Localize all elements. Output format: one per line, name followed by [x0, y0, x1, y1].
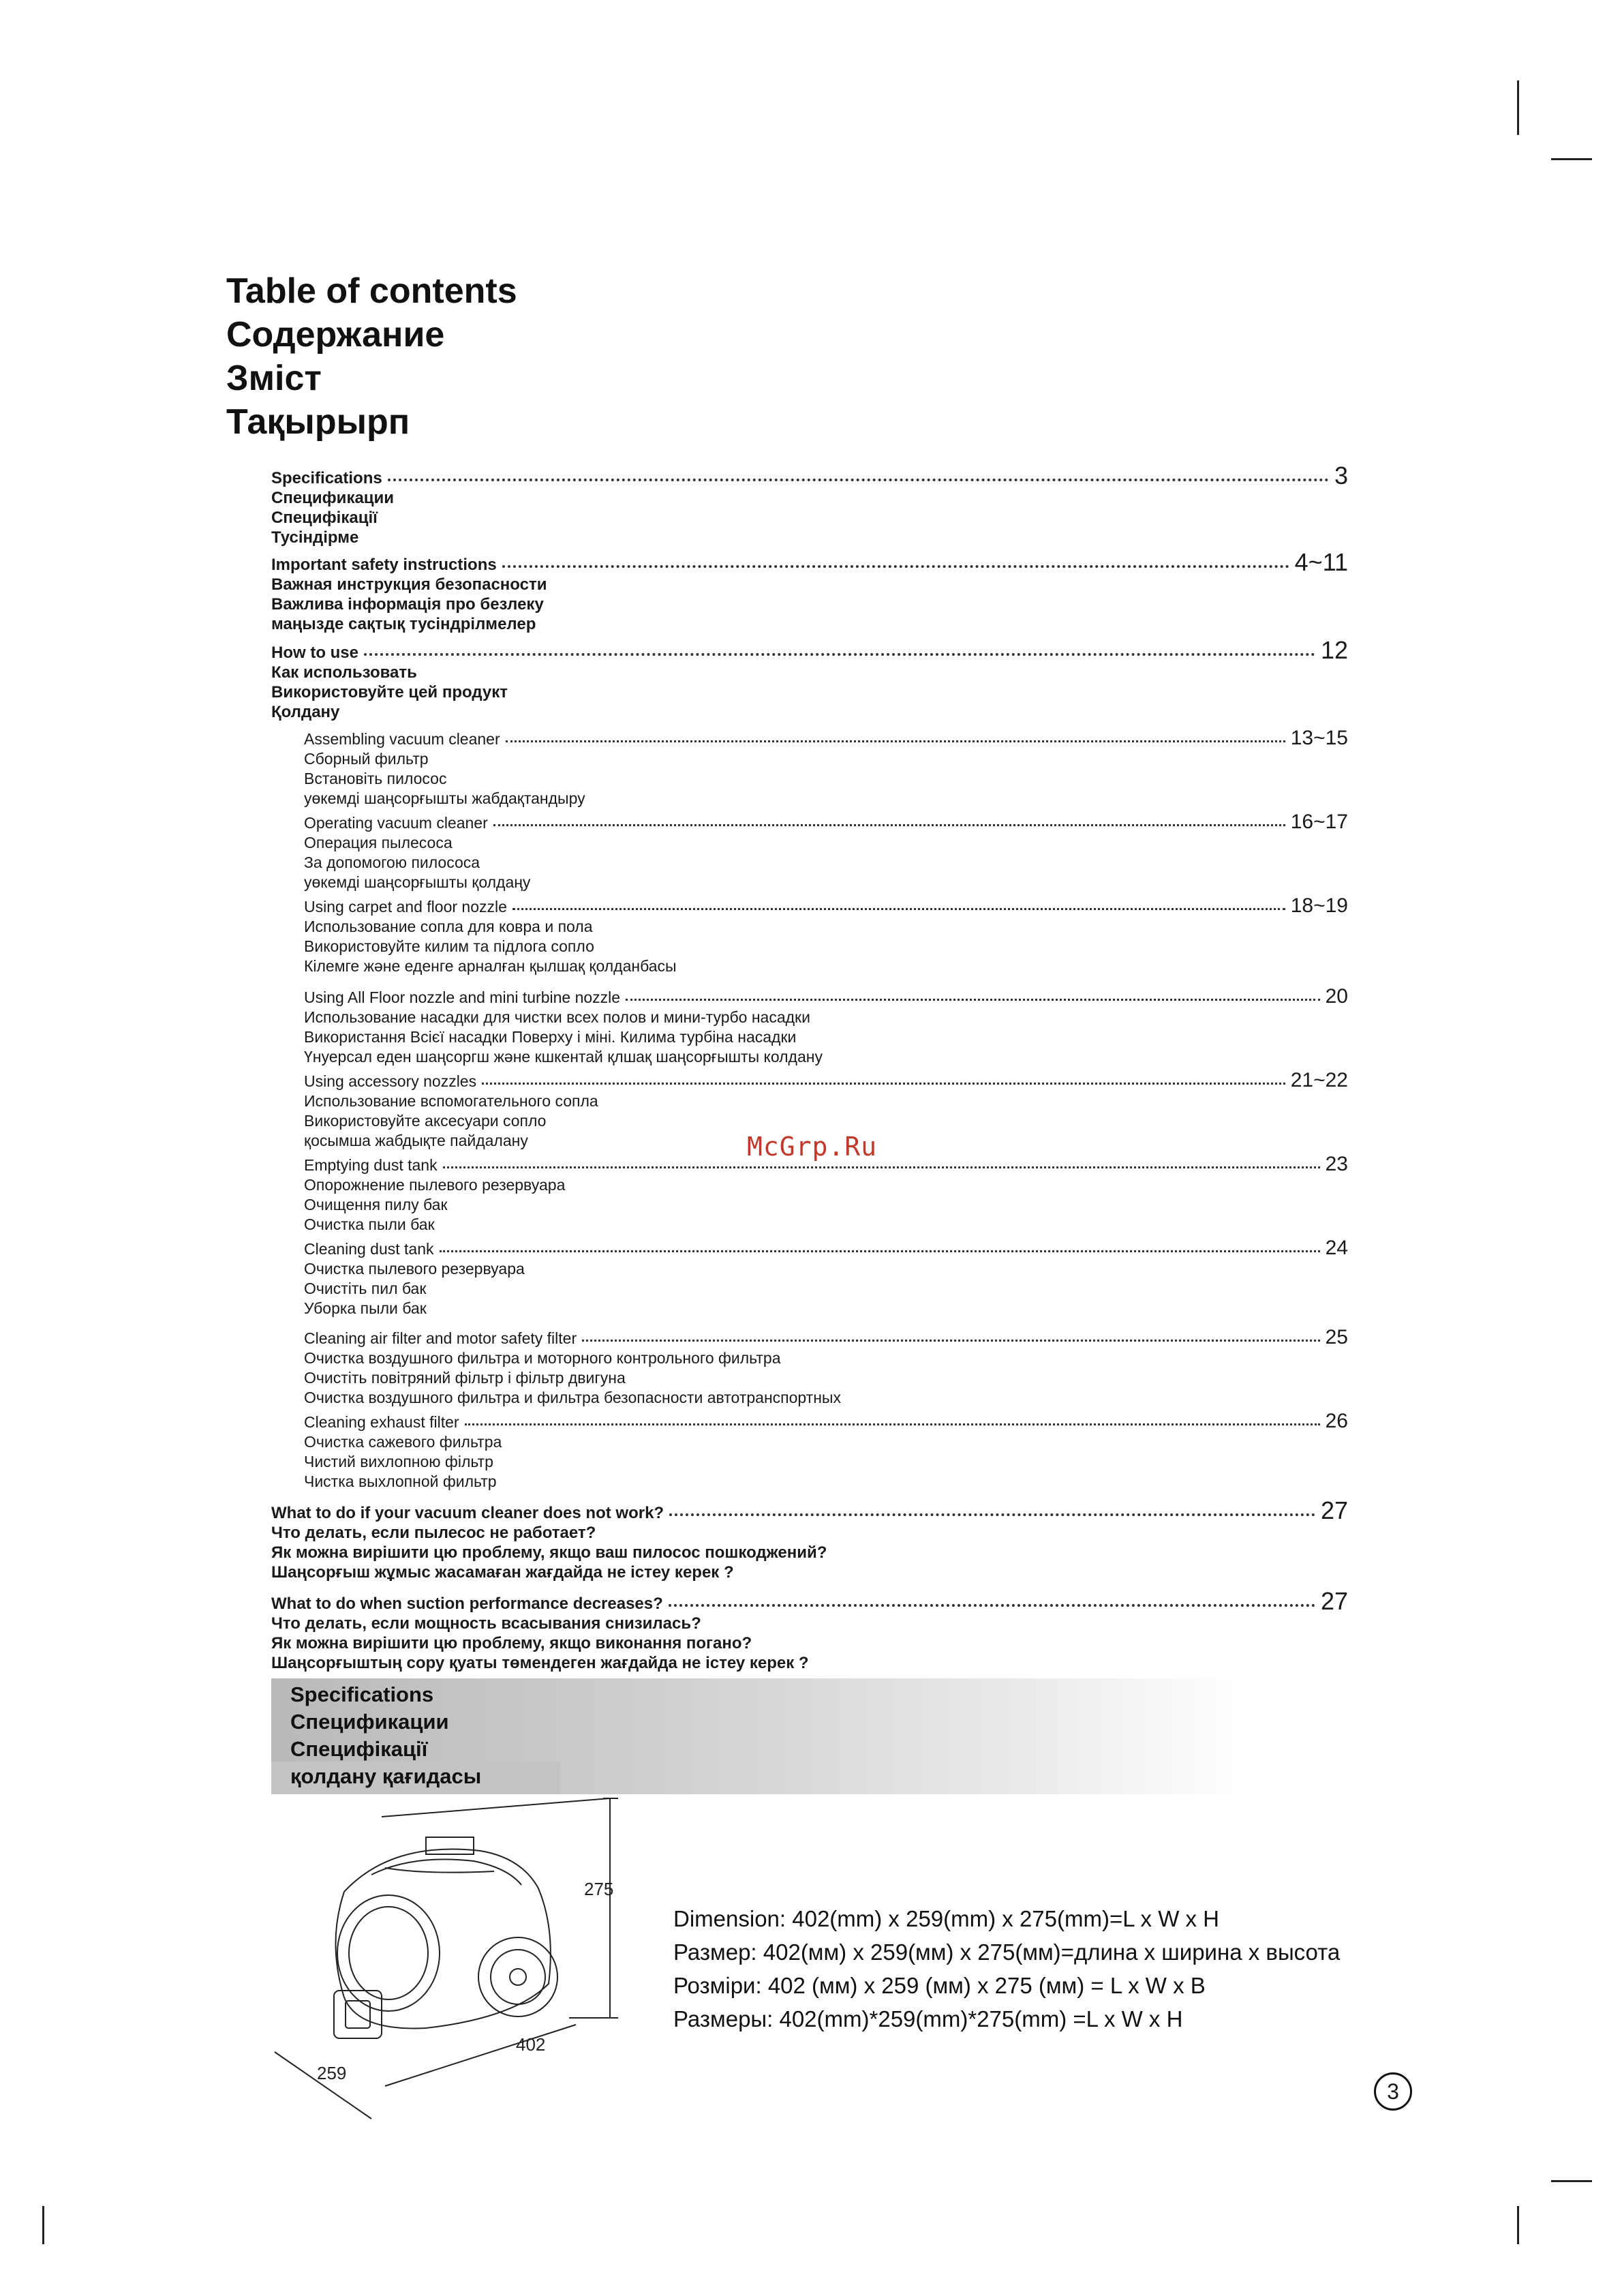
toc-entry-row — [271, 550, 1348, 575]
toc-entry-translation: маңызде сақтық тусіндрілмелер — [271, 615, 536, 633]
toc-entry-translation: Кілемге және еденге арналған қылшақ қолданбасы — [304, 957, 677, 975]
toc-entry-translation: Очистка сажевого фильтра — [304, 1433, 502, 1451]
toc-entry — [304, 727, 1348, 809]
toc-entry-translation: Як можна вирішити цю проблему, якщо ваш пилосос пошкоджений? — [271, 1543, 827, 1562]
toc-entry-translation: Використовуйте цей продукт — [271, 683, 508, 701]
toc-entry-label: Important safety instructions — [271, 556, 497, 574]
toc-entry — [304, 1410, 1348, 1492]
toc-entry-translation: Очистка пыли бак — [304, 1215, 435, 1233]
toc-entry-translation: қосымша жабдықте пайдалану — [304, 1132, 528, 1149]
toc-entry-translation: Важная инструкция безопасности — [271, 575, 547, 594]
toc-entry-translation: Чистий вихлопною фільтр — [304, 1453, 493, 1470]
toc-entry-label: Cleaning exhaust filter — [304, 1413, 459, 1431]
toc-entry-translation: Використовуйте аксесуари сопло — [304, 1112, 547, 1130]
toc-entry-translation: Встановіть пилосос — [304, 770, 447, 787]
toc-entry-row — [271, 464, 1348, 488]
toc-entry-label: Specifications — [271, 469, 382, 487]
spec-title-line: Спецификации — [290, 1710, 449, 1734]
width-dimension-line — [275, 2052, 371, 2119]
toc-entry-row — [304, 811, 1348, 833]
toc-entry — [304, 1153, 1348, 1235]
toc-leader-dots — [502, 565, 1289, 568]
toc-entry-label: How to use — [271, 644, 359, 662]
toc-entry-translation: Специфікації — [271, 509, 378, 527]
toc-leader-dots — [443, 1166, 1320, 1168]
toc-entry-translation: Спецификации — [271, 489, 395, 507]
toc-entry-label: What to do if your vacuum cleaner does not work? — [271, 1504, 664, 1522]
toc-entry-translation: Использование вспомогательного сопла — [304, 1092, 598, 1110]
title-line: Table of contents — [226, 271, 517, 311]
title-line: Содержание — [226, 315, 445, 354]
crop-mark — [1551, 2180, 1592, 2182]
toc-entry — [271, 550, 1348, 634]
dust-tank — [337, 1895, 440, 2011]
dimension-guide — [382, 1798, 610, 1817]
toc-page-number: 27 — [1320, 1496, 1348, 1524]
width-label: 259 — [317, 2063, 347, 2083]
toc-entry-label: Emptying dust tank — [304, 1156, 438, 1174]
toc-page-number: 27 — [1320, 1587, 1348, 1615]
toc-entry — [304, 895, 1348, 976]
spec-title-line: Специфікації — [290, 1737, 428, 1761]
toc-entry-label: Using All Floor nozzle and mini turbine nozzle — [304, 988, 621, 1006]
toc-page-number: 23 — [1325, 1153, 1348, 1175]
toc-entry — [304, 986, 1348, 1067]
toc-entry-translation: Очистка пылевого резервуара — [304, 1260, 525, 1278]
toc-entry-translation: Очистіть повітряний фільтр і фільтр двигуна — [304, 1369, 626, 1387]
spec-titles — [290, 1681, 481, 1790]
vacuum-cleaner-illustration — [269, 1793, 651, 2120]
crop-mark — [1551, 158, 1592, 160]
toc-entry-translation: Використання Всієї насадки Поверху і міні. Килима турбіна насадки — [304, 1028, 797, 1046]
toc-entry-label: Cleaning air filter and motor safety filter — [304, 1329, 577, 1347]
toc-entry-row — [304, 1327, 1348, 1348]
spec-title-line: Specifications — [290, 1682, 434, 1706]
toc-entry-translation: уөкемді шаңсорғышты жабдақтандыру — [304, 789, 585, 807]
toc-page-number: 18~19 — [1290, 894, 1348, 917]
toc-leader-dots — [440, 1250, 1320, 1252]
dimension-line: Размер: 402(мм) x 259(мм) x 275(мм)=длина x ширина x высота — [673, 1939, 1341, 1965]
toc-entry-row — [271, 638, 1348, 663]
dimension-line: Dimension: 402(mm) x 259(mm) x 275(mm)=L x W x H — [673, 1906, 1220, 1931]
toc-entry-translation: Қолдану — [271, 703, 340, 721]
toc-entry — [271, 1589, 1348, 1673]
toc-leader-dots — [669, 1513, 1315, 1516]
toc-leader-dots — [388, 479, 1329, 481]
toc-entry-translation: За допомогою пилососа — [304, 854, 480, 871]
title-line: Тақырырп — [226, 402, 410, 442]
toc-entry — [271, 464, 1348, 547]
crop-mark — [1517, 2206, 1519, 2244]
toc-entry-row — [304, 1410, 1348, 1432]
toc-leader-dots — [512, 908, 1285, 910]
toc-page-number: 20 — [1325, 985, 1348, 1008]
toc-entry-translation: Что делать, если пылесос не работает? — [271, 1524, 596, 1542]
toc-entry-translation: Операция пылесоса — [304, 834, 453, 851]
dimension-line: Размеры: 402(mm)*259(mm)*275(mm) =L x W x H — [673, 2006, 1183, 2031]
toc-entry-translation: Шаңсорғыштың сору қуаты төмендеген жағдайда не істеу керек ? — [271, 1654, 809, 1672]
toc-entry-row — [304, 727, 1348, 749]
toc-page-number: 25 — [1325, 1326, 1348, 1348]
page-number: 3 — [1374, 2072, 1412, 2111]
toc-entry-label: Operating vacuum cleaner — [304, 814, 488, 832]
toc-entry-translation: Шаңсорғыш жұмыс жасамаған жағдайда не істеу керек ? — [271, 1563, 734, 1582]
toc-entry-translation: Уборка пыли бак — [304, 1299, 427, 1317]
toc-entry-translation: Опорожнение пылевого резервуара — [304, 1176, 566, 1194]
crop-mark — [1517, 80, 1519, 135]
toc-entry-translation: уөкемді шаңсорғышты қолдаңу — [304, 873, 531, 891]
table-of-contents — [271, 464, 1348, 1673]
toc-leader-dots — [669, 1604, 1315, 1607]
crop-mark — [42, 2206, 44, 2244]
toc-entry-translation: Сборный фильтр — [304, 750, 429, 768]
toc-entry-row — [271, 1589, 1348, 1614]
toc-page-number: 4~11 — [1294, 548, 1348, 576]
toc-entry-translation: Важлива інформація про безлеку — [271, 595, 544, 614]
toc-entry — [304, 811, 1348, 892]
document-titles — [226, 269, 517, 444]
toc-page-number: 12 — [1320, 636, 1348, 664]
toc-entry-row — [304, 895, 1348, 917]
toc-page-number: 26 — [1325, 1410, 1348, 1432]
length-dimension-line — [385, 2025, 576, 2086]
toc-entry-translation: Очистка воздушного фильтра и фильтра безопасности автотранспортных — [304, 1389, 841, 1406]
toc-entry-translation: Як можна вирішити цю проблему, якщо виконання погано? — [271, 1634, 752, 1652]
toc-entry-translation: Очищення пилу бак — [304, 1196, 448, 1213]
toc-entry-label: Using carpet and floor nozzle — [304, 898, 507, 916]
toc-entry-translation: Использование сопла для ковра и пола — [304, 918, 593, 935]
toc-leader-dots — [582, 1340, 1320, 1342]
toc-entry-translation: Очистка воздушного фильтра и моторного контрольного фильтра — [304, 1349, 781, 1367]
toc-entry-label: What to do when suction performance decreases? — [271, 1595, 663, 1613]
toc-entry-row — [304, 1070, 1348, 1091]
toc-entry-translation: Как использовать — [271, 663, 417, 682]
dimension-text — [673, 1902, 1340, 2036]
toc-entry — [304, 1327, 1348, 1408]
toc-entry — [271, 638, 1348, 722]
toc-entry-row — [304, 1237, 1348, 1259]
toc-entry-translation: Використовуйте килим та підлога сопло — [304, 937, 594, 955]
toc-leader-dots — [364, 653, 1315, 656]
toc-entry-row — [271, 1498, 1348, 1523]
toc-leader-dots — [482, 1083, 1285, 1085]
toc-page-number: 3 — [1334, 462, 1348, 489]
spec-title-line: қолдану қағидасы — [290, 1764, 482, 1788]
toc-entry-label: Assembling vacuum cleaner — [304, 730, 500, 748]
toc-entry-translation: Очистіть пил бак — [304, 1280, 427, 1297]
dimension-line: Розміри: 402 (мм) x 259 (мм) x 275 (мм) = L x W x B — [673, 1973, 1206, 1998]
toc-entry-label: Using accessory nozzles — [304, 1072, 477, 1090]
toc-leader-dots — [506, 740, 1285, 742]
toc-leader-dots — [465, 1423, 1320, 1425]
toc-entry-translation: Үнуерсал еден шаңсоргш және кшкентай қлшақ шаңсорғышты колдану — [304, 1048, 823, 1066]
toc-page-number: 24 — [1325, 1237, 1348, 1259]
toc-entry-label: Cleaning dust tank — [304, 1240, 434, 1258]
height-label: 275 — [584, 1879, 614, 1899]
toc-entry — [304, 1237, 1348, 1318]
toc-page-number: 13~15 — [1290, 727, 1348, 749]
watermark: McGrp.Ru — [747, 1132, 878, 1162]
toc-entry — [271, 1498, 1348, 1582]
toc-leader-dots — [493, 824, 1285, 826]
toc-leader-dots — [626, 999, 1320, 1001]
vacuum-handle — [426, 1837, 474, 1854]
toc-entry-translation: Что делать, если мощность всасывания снизилась? — [271, 1614, 701, 1633]
toc-entry-translation: Тусіндірме — [271, 528, 359, 547]
length-label: 402 — [516, 2034, 546, 2055]
toc-entry-row — [304, 986, 1348, 1008]
toc-page-number: 16~17 — [1290, 811, 1348, 833]
title-line: Зміст — [226, 359, 322, 398]
toc-entry-translation: Использование насадки для чистки всех полов и мини-турбо насадки — [304, 1008, 810, 1026]
toc-entry-translation: Чистка выхлопной фильтр — [304, 1472, 497, 1490]
toc-page-number: 21~22 — [1290, 1069, 1348, 1091]
